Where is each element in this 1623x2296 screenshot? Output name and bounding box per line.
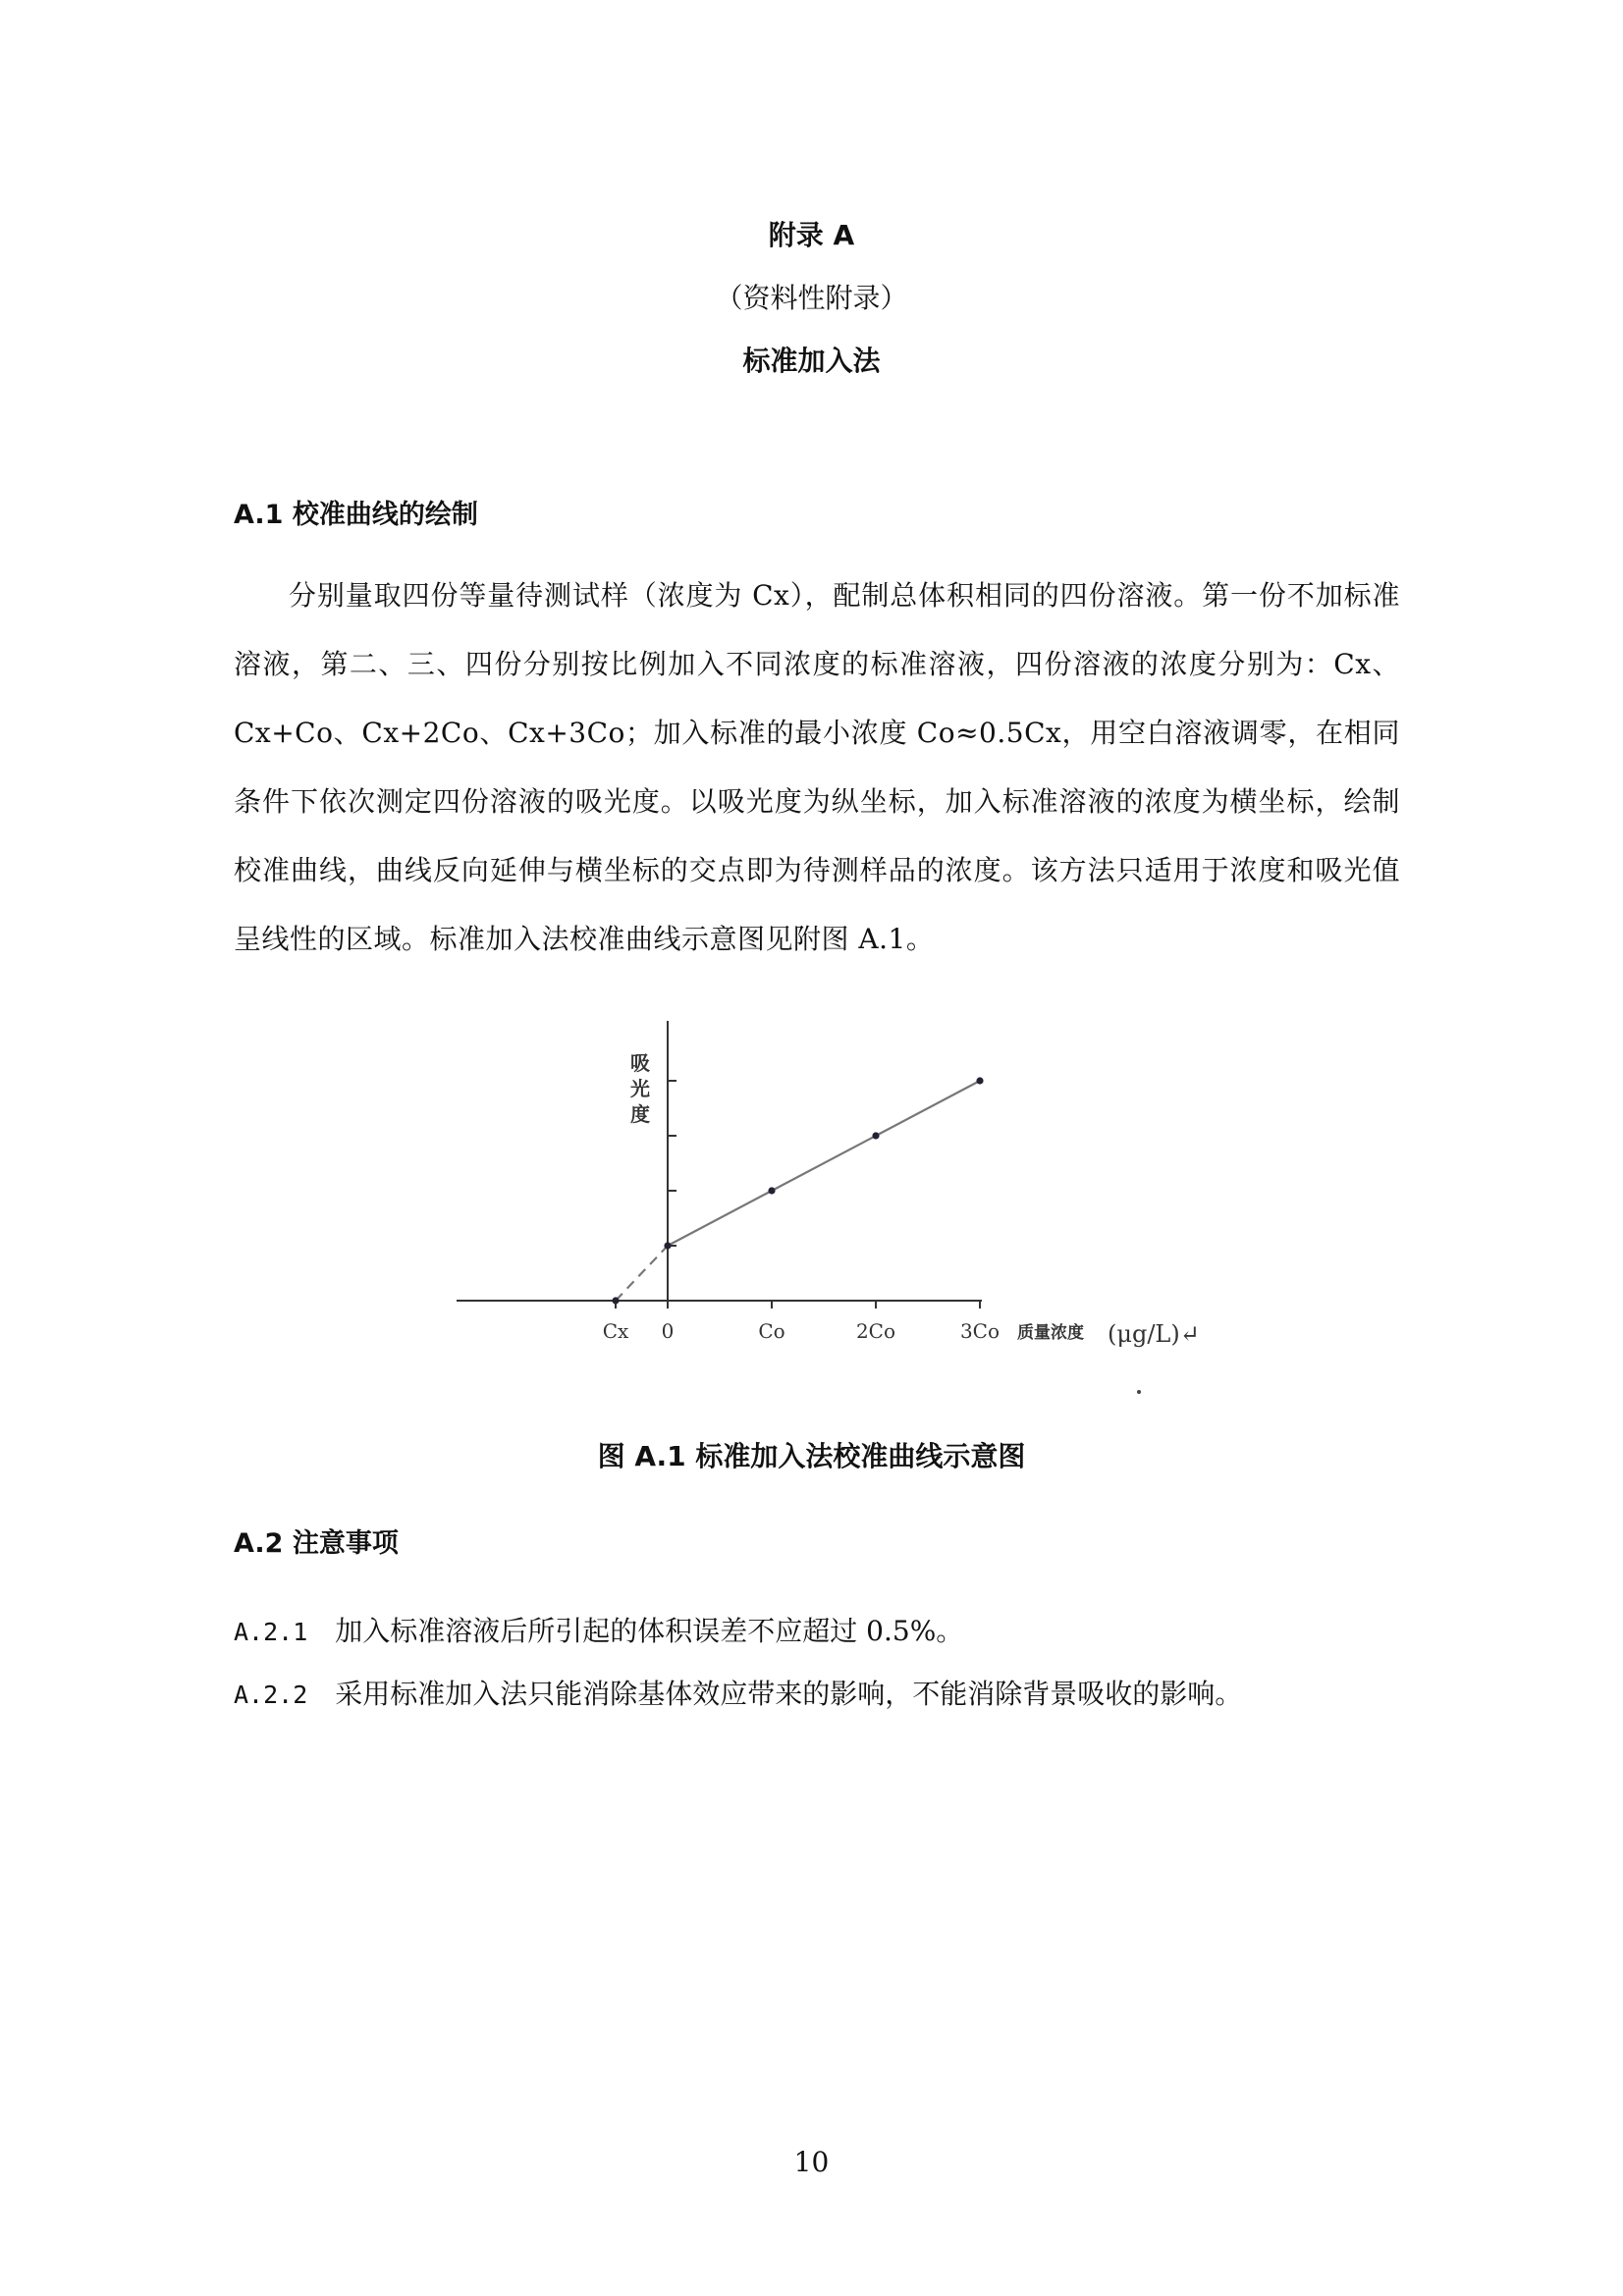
chart-points <box>612 1077 1141 1394</box>
appendix-title: 附录 A <box>768 219 855 251</box>
y-axis-label-char: 度 <box>630 1102 650 1126</box>
chart-labels <box>603 1051 1200 1348</box>
list-item <box>234 1610 963 1649</box>
section-a1-paragraph: 分别量取四份等量待测试样（浓度为 Cx），配制总体积相同的四份溶液。第一份不加标准溶液，第二、三、四份分别按比例加入不同浓度的标准溶液，四份溶液的浓度分别为：Cx、Cx+Co、Cx+2Co、Cx+3Co；加入标准的最小浓度 Co≈0.5Cx，用空白溶液调零，在相同条件下依次测定四份溶液的吸光度。以吸光度为纵坐标，加入标准溶液的浓度为横坐标，绘制校准曲线，曲线反向延伸与横坐标的交点即为待测样品的浓度。该方法只适用于浓度和吸光值呈线性的区域。标准加入法校准曲线示意图见附图 A.1。 <box>234 579 1400 955</box>
x-tick-label: 0 <box>661 1319 675 1343</box>
appendix-subject: 标准加入法 <box>742 345 881 377</box>
data-point <box>768 1187 775 1194</box>
data-point <box>664 1242 671 1249</box>
item-number: A.2.2 <box>234 1681 308 1709</box>
y-axis-label-char: 吸 <box>630 1051 650 1075</box>
item-number: A.2.1 <box>234 1618 308 1646</box>
x-tick-label: 3Co <box>959 1319 1001 1343</box>
calibration-chart <box>432 1001 1237 1414</box>
chart-ticks <box>616 1081 980 1308</box>
page-number: 10 <box>793 2146 830 2178</box>
appendix-type: （资料性附录） <box>715 282 908 314</box>
data-point <box>612 1297 619 1304</box>
figure-caption: 图 A.1 标准加入法校准曲线示意图 <box>597 1440 1026 1472</box>
data-point <box>872 1132 879 1139</box>
data-point <box>976 1077 983 1084</box>
x-tick-label: Co <box>758 1319 785 1343</box>
x-tick-label: Cx <box>602 1319 629 1343</box>
list-item <box>234 1673 1242 1712</box>
x-axis-label: 质量浓度 <box>1017 1323 1084 1343</box>
section-a1-heading: A.1 校准曲线的绘制 <box>234 500 478 530</box>
item-text: 采用标准加入法只能消除基体效应带来的影响，不能消除背景吸收的影响。 <box>335 1678 1243 1710</box>
item-text: 加入标准溶液后所引起的体积误差不应超过 0.5%。 <box>335 1615 964 1647</box>
x-axis-unit: (μg/L)↵ <box>1108 1320 1200 1348</box>
series-line <box>668 1081 980 1246</box>
x-tick-label: 2Co <box>855 1319 896 1343</box>
stray-dot <box>1137 1390 1141 1394</box>
y-axis-label-char: 光 <box>630 1077 650 1100</box>
chart-axes <box>457 1021 982 1301</box>
extrapolated-line <box>616 1246 668 1301</box>
section-a2-heading: A.2 注意事项 <box>234 1528 399 1559</box>
